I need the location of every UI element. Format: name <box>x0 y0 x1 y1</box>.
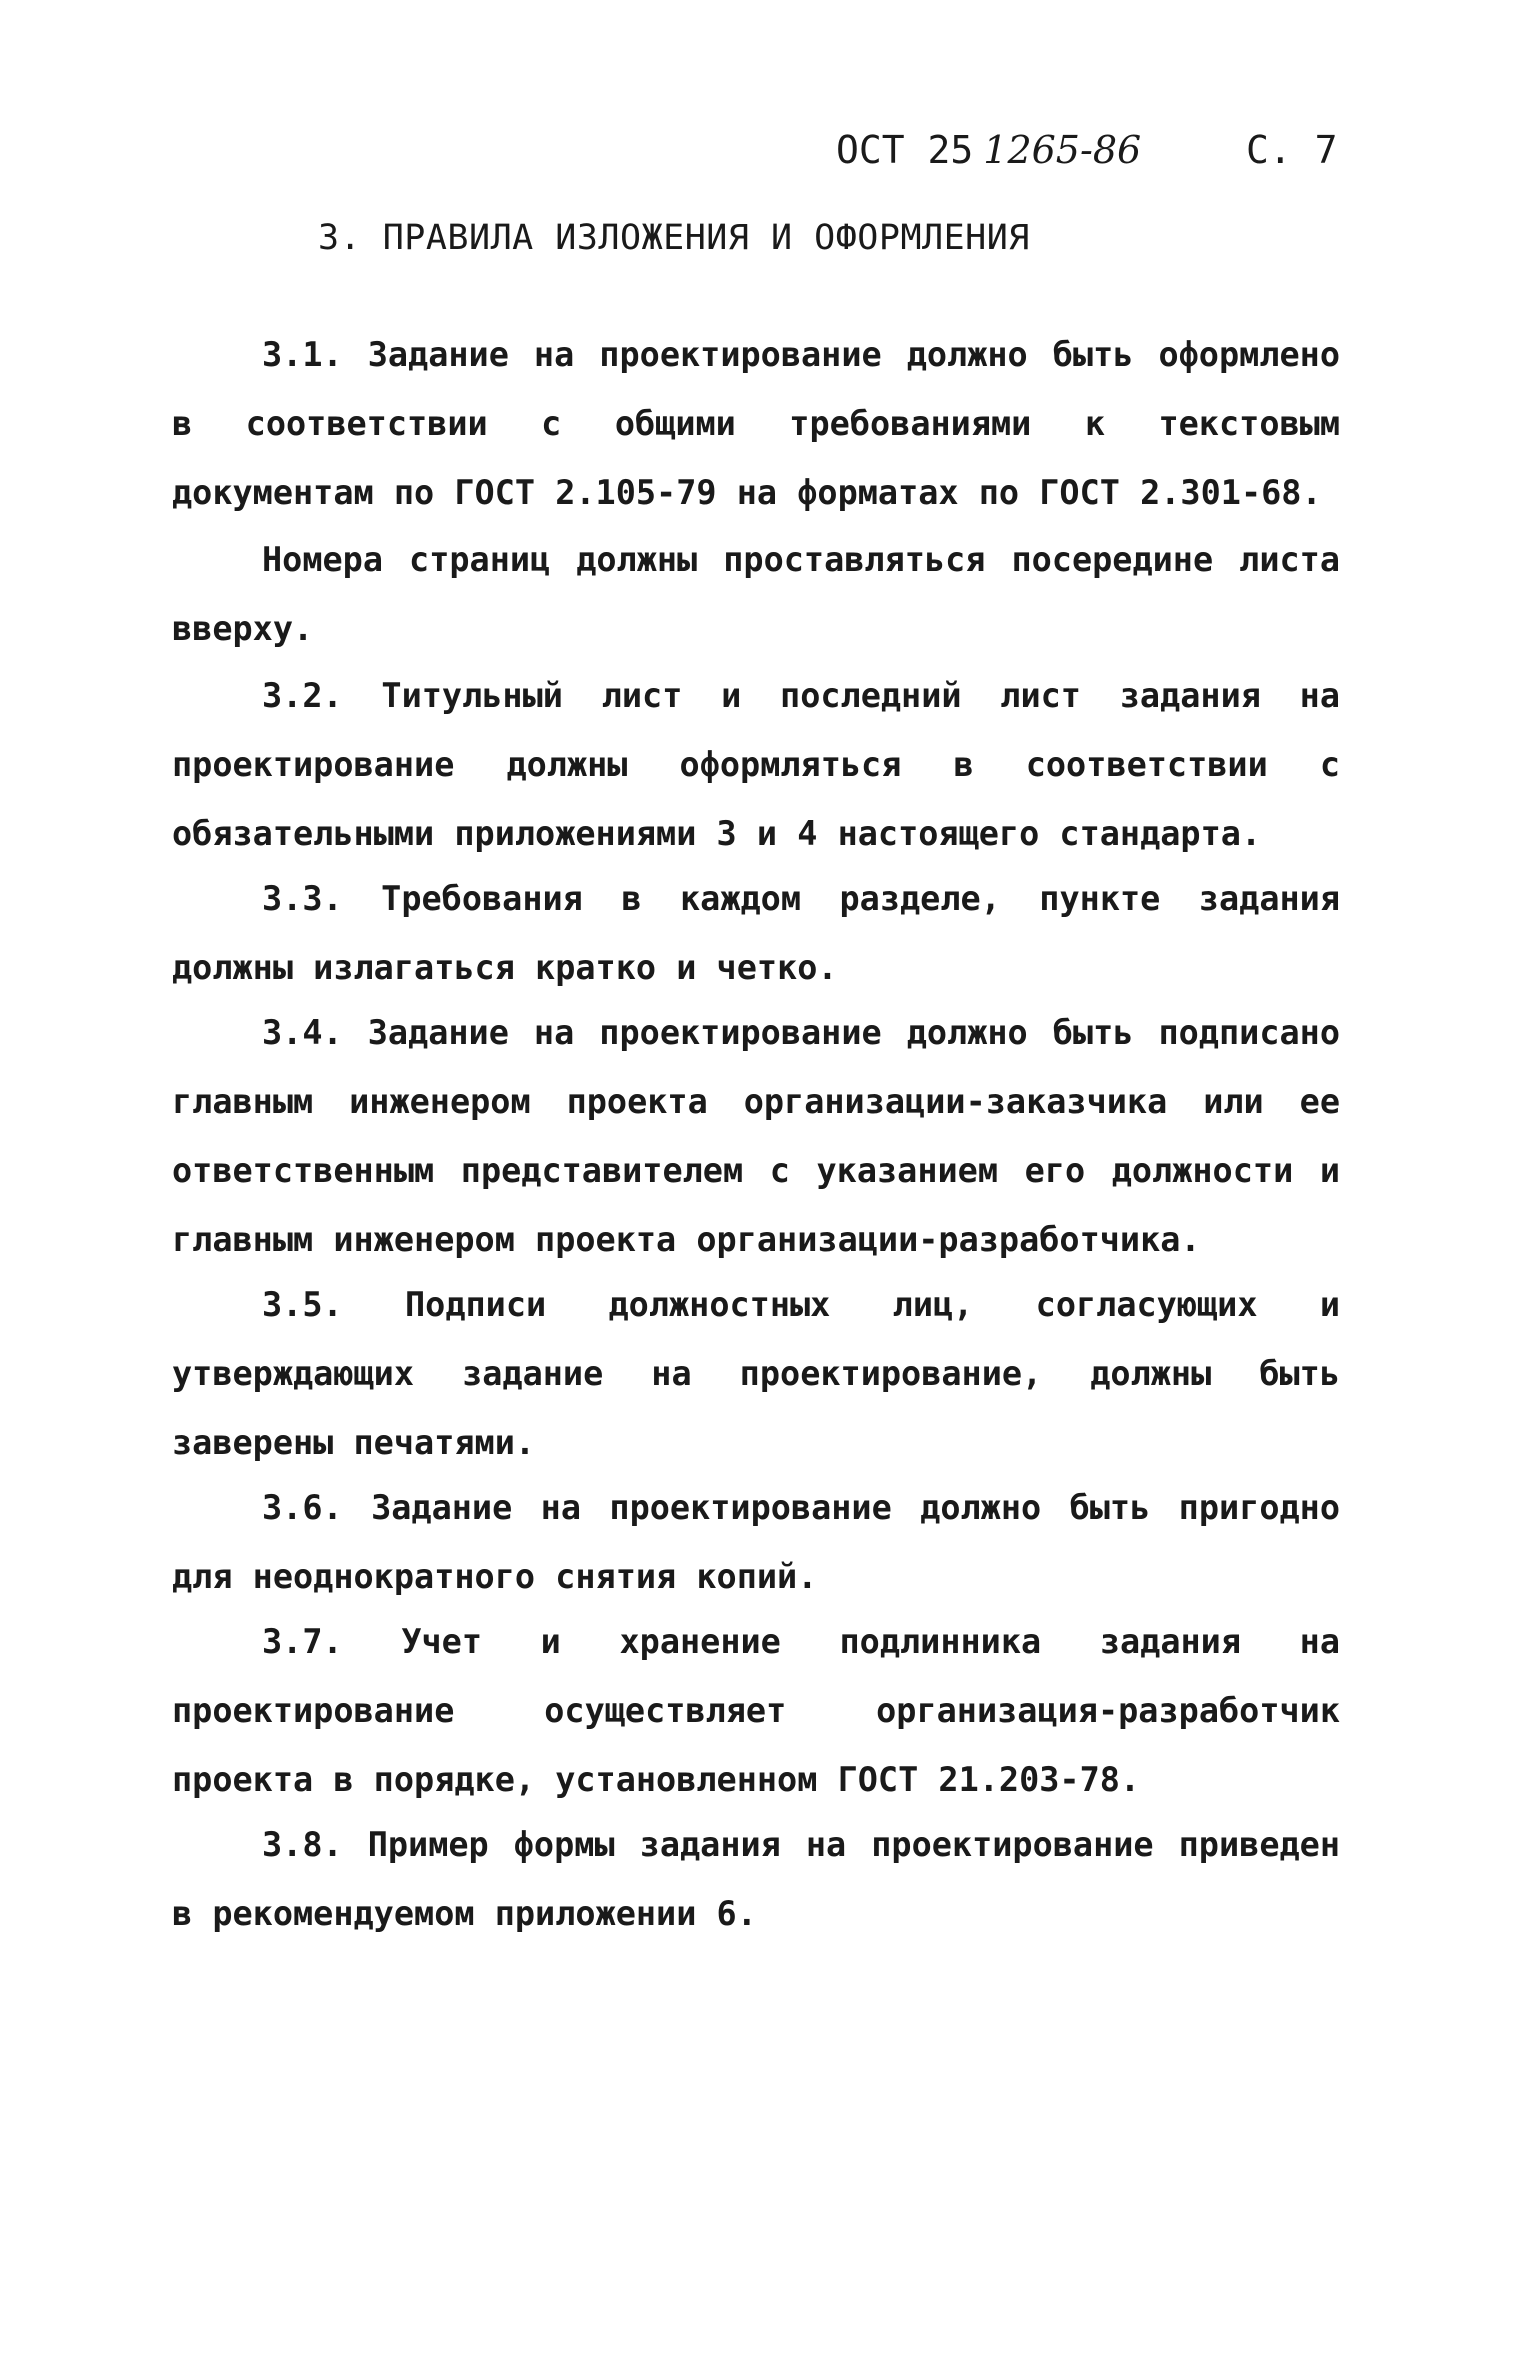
document-code-handwritten: 1265-86 <box>983 128 1142 172</box>
paragraph-3-8: 3.8. Пример формы задания на проектирование приведен в рекомендуемом приложении 6. <box>172 1825 1340 1933</box>
paragraph-3-2: 3.2. Титульный лист и последний лист задания на проектирование должны оформляться в соответствии с обязательными приложениями 3 и 4 настоящего стандарта. <box>172 676 1340 853</box>
paragraph-3-6: 3.6. Задание на проектирование должно быть пригодно для неоднократного снятия копий. <box>172 1488 1340 1596</box>
document-code <box>836 128 1141 172</box>
section-title: 3. ПРАВИЛА ИЗЛОЖЕНИЯ И ОФОРМЛЕНИЯ <box>318 218 1030 258</box>
paragraph-3-1: 3.1. Задание на проектирование должно быть оформлено в соответствии с общими требованиями к текстовым документам по ГОСТ 2.105-79 на форматах по ГОСТ 2.301-68. <box>172 335 1340 512</box>
page-number: С. 7 <box>1246 128 1338 172</box>
paragraph-3-3: 3.3. Требования в каждом разделе, пункте задания должны излагаться кратко и четко. <box>172 879 1340 987</box>
paragraph-page-numbering: Номера страниц должны проставляться посередине листа вверху. <box>172 540 1340 648</box>
section-body <box>172 320 1340 1948</box>
paragraph-3-5: 3.5. Подписи должностных лиц, согласующих и утверждающих задание на проектирование, должны быть заверены печатями. <box>172 1285 1340 1462</box>
paragraph-3-7: 3.7. Учет и хранение подлинника задания на проектирование осуществляет организация-разработчик проекта в порядке, установленном ГОСТ 21.203-78. <box>172 1622 1340 1799</box>
page-header <box>836 128 1356 188</box>
paragraph-3-4: 3.4. Задание на проектирование должно быть подписано главным инженером проекта организации-заказчика или ее ответственным представителем с указанием его должности и главным инженером проекта организации-разработчика. <box>172 1013 1340 1259</box>
document-code-typed: ОСТ 25 <box>836 128 974 172</box>
